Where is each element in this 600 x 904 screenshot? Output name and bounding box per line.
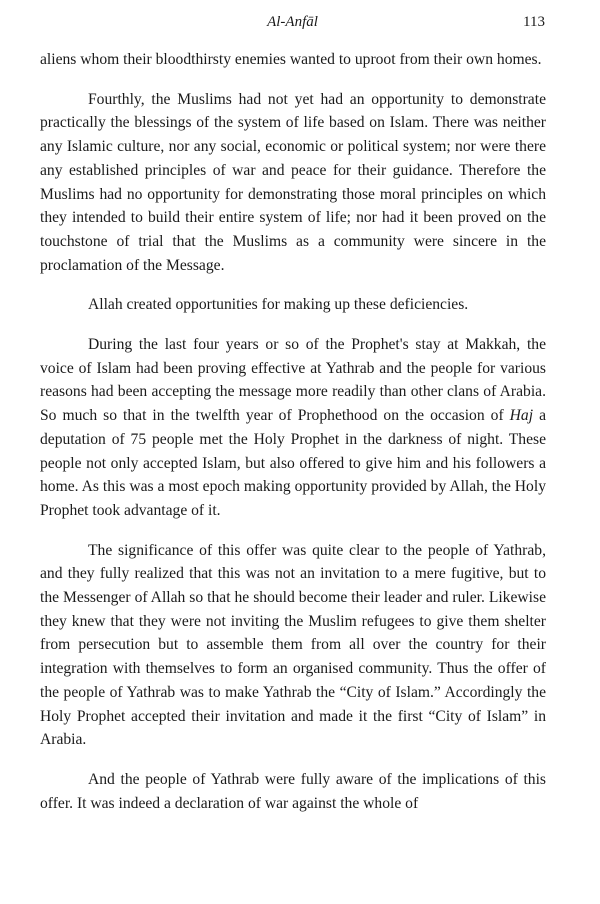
haj-term: Haj: [509, 407, 534, 425]
paragraph-deputation-part2: a deputation of 75 people met the Holy Prophet in the darkness of night. These people not only accepted Islam, but also offered to give him and his followers a home. As this was a most epoch making opportunity provided by Allah, the Holy Prophet took advantage of it.: [40, 407, 547, 519]
paragraph-deputation: [40, 333, 546, 523]
page-number: 113: [523, 14, 545, 30]
paragraph-fourthly: Fourthly, the Muslims had not yet had an opportunity to demonstrate practically the blessings of the system of life based on Islam. There was neither any Islamic culture, nor any social, economic or political system; nor were there any established principles of war and peace for their guidance. Therefore the Muslims had no opportunity for demonstrating those moral principles on which they intended to build their entire system of life; nor had it been proved on the touchstone of trial that the Muslims as a community were sincere in the proclamation of the Message.: [40, 90, 546, 274]
running-title: Al-Anfāl: [267, 14, 318, 30]
paragraph-significance: The significance of this offer was quite clear to the people of Yathrab, and they fully realized that this was not an invitation to a mere fugitive, but to the Messenger of Allah so that he should become their leader and ruler. Likewise they knew that they were not inviting the Muslim refugees to give them shelter from persecution but to assemble them from all over the country for their integration with themselves to form an organised community. Thus the offer of the people of Yathrab was to make Yathrab the “City of Islam.” Accordingly the Holy Prophet accepted their invitation and made it the first “City of Islam” in Arabia.: [40, 541, 546, 749]
paragraph-deputation-part1: During the last four years or so of the Prophet's stay at Makkah, the voice of Islam had been proving effective at Yathrab and the people for various reasons had been accepting the message more readily than other clans of Arabia. So much so that in the twelfth year of Prophethood on the occasion of: [40, 336, 546, 425]
page-header: [40, 14, 545, 36]
paragraph-continuation: aliens whom their bloodthirsty enemies wanted to uproot from their own homes.: [40, 51, 542, 68]
paragraph-implications: And the people of Yathrab were fully aware of the implications of this offer. It was indeed a declaration of war against the whole of: [40, 770, 546, 812]
body-text: [40, 48, 546, 815]
paragraph-opportunities: Allah created opportunities for making up these deficiencies.: [88, 296, 469, 314]
